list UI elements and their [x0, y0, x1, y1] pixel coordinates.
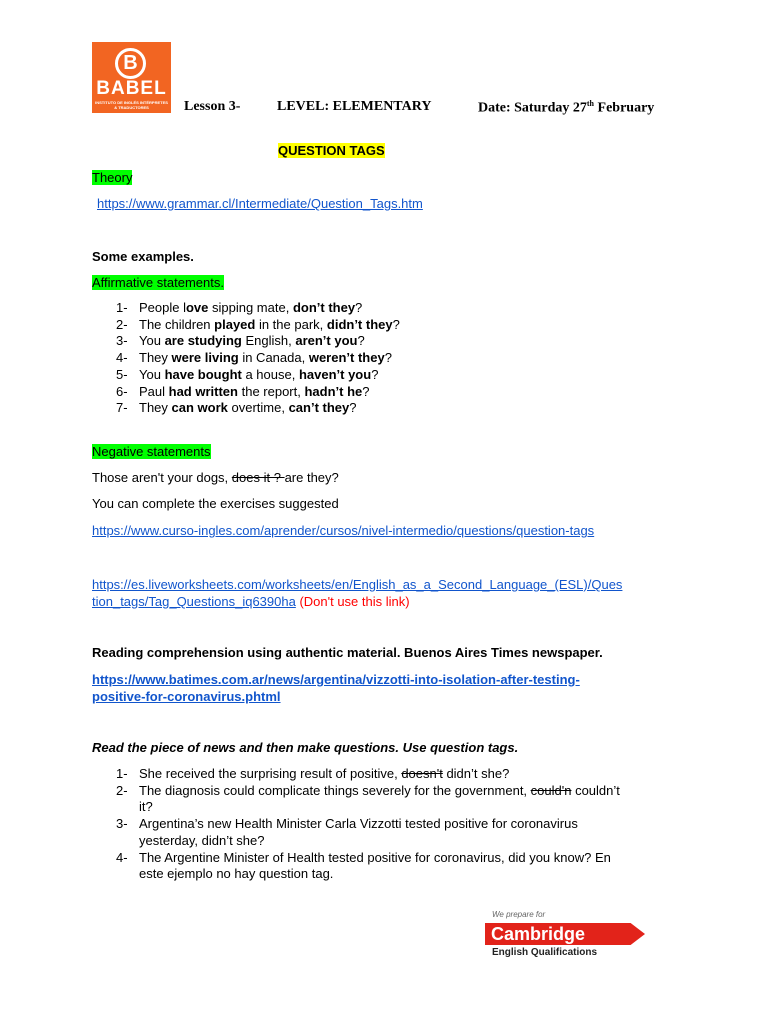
logo-word: BABEL — [96, 78, 167, 99]
negative-example: Those aren't your dogs, does it ? are they? — [92, 470, 339, 485]
reading-heading: Reading comprehension using authentic material. Buenos Aires Times newspaper. — [92, 645, 603, 660]
logo-subtitle: INSTITUTO DE INGLÉS INTÉRPRETES & TRADUCTORES — [95, 100, 168, 110]
affirmative-list — [116, 300, 536, 417]
list-item: 4- The Argentine Minister of Health tested positive for coronavirus, did you know? En este ejemplo no hay question tag. — [116, 849, 611, 882]
page-title: QUESTION TAGS — [278, 143, 385, 158]
liveworksheets-link[interactable]: https://es.liveworksheets.com/worksheets/en/English_as_a_Second_Language_(ESL)/Ques tion_tags/Tag_Questions_iq6390ha (Don't use this link) — [92, 577, 623, 609]
list-item: 3- You are studying English, aren’t you? — [116, 333, 365, 349]
list-item: 6- Paul had written the report, hadn’t he? — [116, 383, 370, 399]
affirmative-label: Affirmative statements. — [92, 275, 224, 290]
level-label: LEVEL: ELEMENTARY — [277, 99, 432, 114]
list-item: 1- People love sipping mate, don’t they? — [116, 300, 363, 315]
reading-list — [116, 766, 686, 883]
theory-link[interactable]: https://www.grammar.cl/Intermediate/Question_Tags.htm — [97, 196, 423, 211]
reading-instruction: Read the piece of news and then make questions. Use question tags. — [92, 740, 519, 755]
list-item: 5- You have bought a house, haven’t you? — [116, 366, 379, 382]
cambridge-subtitle: English Qualifications — [492, 947, 598, 958]
list-item: 1- She received the surprising result of positive, doesn't didn’t she? — [116, 766, 510, 781]
batimes-link[interactable]: https://www.batimes.com.ar/news/argentina/vizzotti-into-isolation-after-testing- positive-for-coronavirus.phtml — [92, 672, 580, 704]
examples-heading: Some examples. — [92, 249, 194, 264]
cambridge-logo-word: Cambridge — [491, 924, 586, 944]
exercises-note: You can complete the exercises suggested — [92, 496, 339, 511]
logo-letter: B — [115, 48, 146, 79]
date-label: Date: Saturday 27th February — [478, 99, 655, 116]
list-item: 7- They can work overtime, can’t they? — [116, 400, 357, 416]
list-item: 4- They were living in Canada, weren’t they? — [116, 350, 392, 366]
list-item: 3- Argentina’s new Health Minister Carla Vizzotti tested positive for coronavirus yesterday, didn’t she? — [116, 816, 578, 848]
lesson-label: Lesson 3- — [184, 99, 241, 114]
cambridge-tagline: We prepare for — [492, 910, 546, 919]
list-item: 2- The children played in the park, didn’t they? — [116, 316, 400, 332]
negative-label: Negative statements — [92, 444, 211, 459]
list-item: 2- The diagnosis could complicate things severely for the government, could'n couldn’t it? — [116, 782, 620, 815]
theory-label: Theory — [92, 170, 133, 185]
link-warning: (Don't use this link) — [295, 594, 410, 609]
babel-logo — [92, 42, 171, 113]
curso-ingles-link[interactable]: https://www.curso-ingles.com/aprender/cursos/nivel-intermedio/questions/question-tags — [92, 523, 595, 538]
